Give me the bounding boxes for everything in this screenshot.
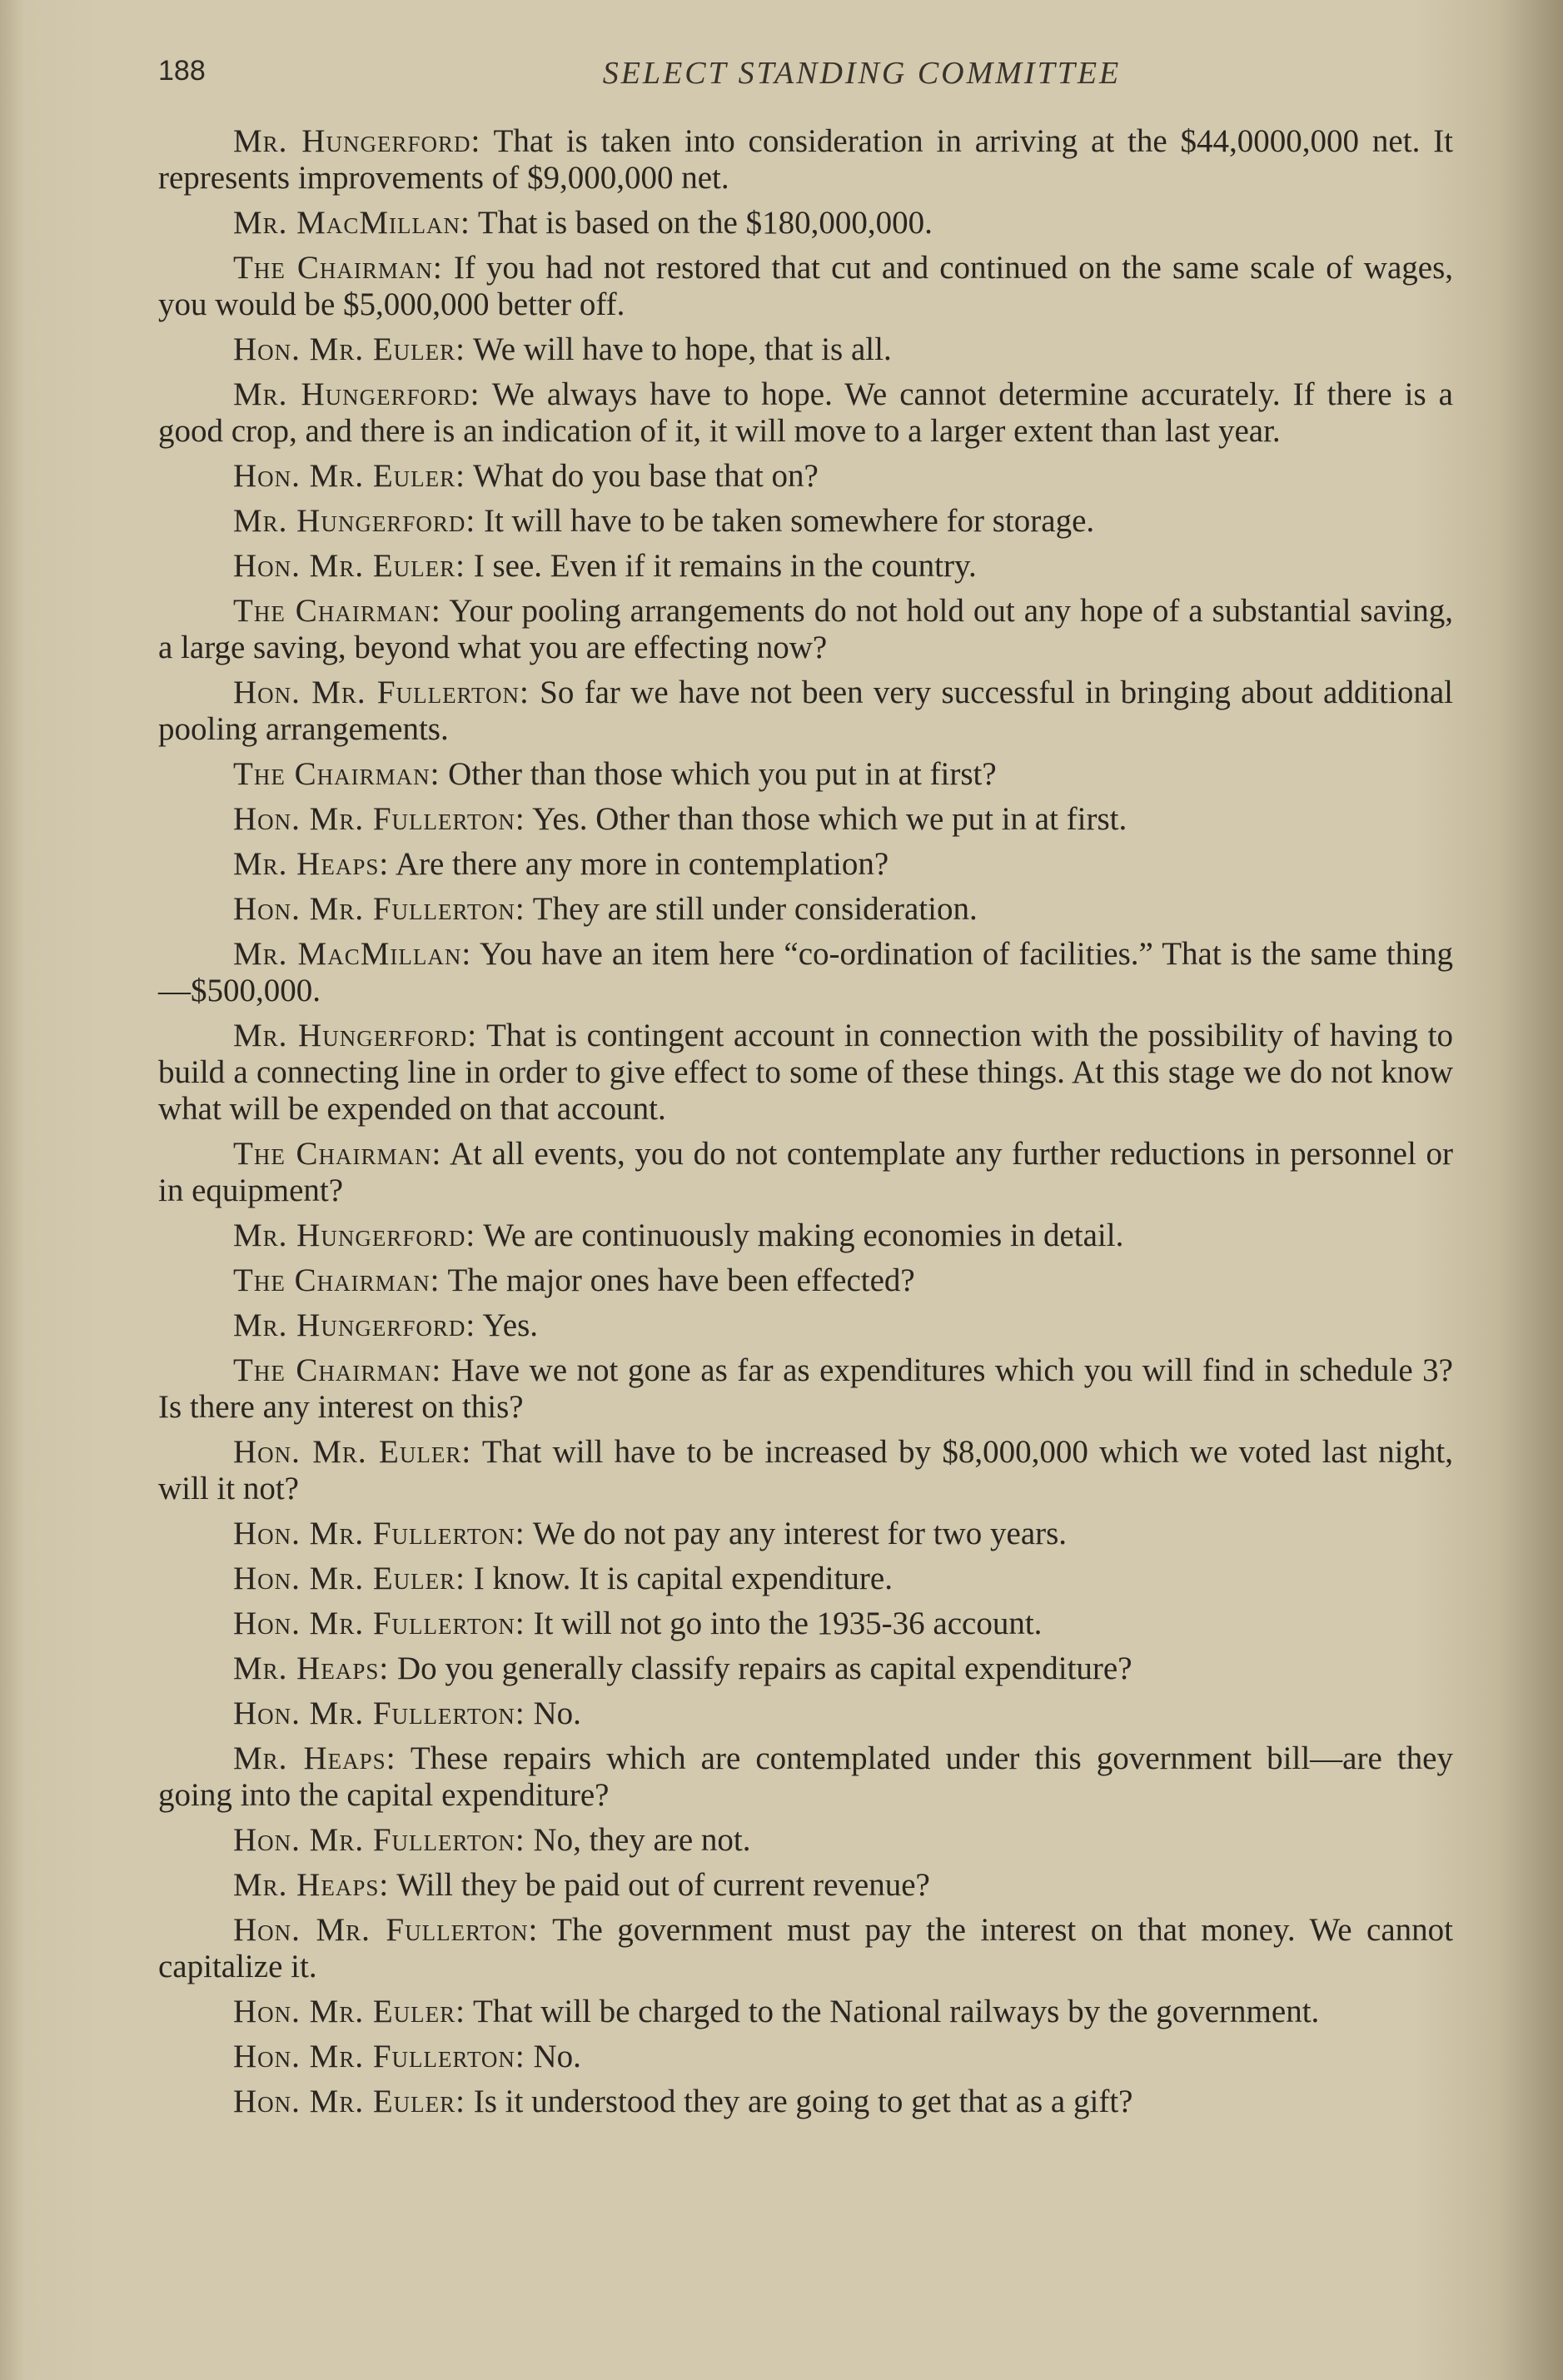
speaker-name: Hon. Mr. Fullerton: [233, 675, 530, 710]
speaker-name: Hon. Mr. Euler: [233, 458, 465, 494]
speech-text: The major ones have been effected? [447, 1262, 915, 1298]
testimony-paragraph [158, 801, 1453, 838]
speech-text: We always have to hope. We cannot determine accurately. If there is a good crop, and there is an indication of it, it will move to a larger extent than last year. [158, 376, 1453, 449]
speaker-name: Hon. Mr. Fullerton: [233, 1606, 525, 1641]
speaker-name: The Chairman: [233, 593, 441, 629]
page-number: 188 [158, 55, 206, 87]
speech-text: The government must pay the interest on that money. We cannot capitalize it. [158, 1912, 1453, 1984]
speech-text: No. [533, 2039, 581, 2074]
speaker-name: Hon. Mr. Euler: [233, 1994, 465, 2029]
speech-text: You have an item here “co-ordination of facilities.” That is the same thing—$500,000. [158, 936, 1454, 1008]
speech-text: Yes. [482, 1307, 539, 1343]
speaker-name: Hon. Mr. Euler: [233, 1434, 472, 1470]
speech-text: Are there any more in contemplation? [395, 846, 889, 882]
testimony-paragraph [158, 2039, 1453, 2075]
speech-text: That is contingent account in connection with the possibility of having to build a connecting line in order to give effect to some of these things. At this stage we do not know what will be expended on that account. [158, 1018, 1453, 1127]
speaker-name: Mr. MacMillan: [233, 936, 472, 972]
speaker-name: The Chairman: [233, 250, 443, 286]
speaker-name: Mr. Heaps: [233, 846, 390, 882]
testimony-paragraph [158, 1307, 1453, 1344]
testimony-paragraph [158, 1561, 1453, 1597]
speech-text: No, they are not. [533, 1822, 751, 1858]
speech-text: These repairs which are contemplated under this government bill—are they going into the capital expenditure? [158, 1740, 1453, 1813]
speaker-name: Mr. Hungerford: [233, 1018, 478, 1053]
speaker-name: Mr. Hungerford: [233, 1307, 476, 1343]
testimony-paragraph [158, 458, 1453, 495]
speech-text: No. [533, 1695, 581, 1731]
testimony-paragraph [158, 1136, 1453, 1209]
testimony-paragraph [158, 250, 1453, 323]
speech-text: So far we have not been very successful in bringing about additional pooling arrangements. [158, 675, 1454, 747]
testimony-paragraph [158, 123, 1453, 197]
testimony-paragraph [158, 1740, 1453, 1814]
speech-text: I know. It is capital expenditure. [473, 1561, 893, 1596]
speech-text: Other than those which you put in at first? [448, 756, 997, 792]
page-header [158, 55, 1466, 105]
testimony-paragraph [158, 1867, 1453, 1904]
testimony-paragraph [158, 1994, 1453, 2030]
speaker-name: Mr. Hungerford: [233, 1217, 476, 1253]
speaker-name: Hon. Mr. Fullerton: [233, 2039, 525, 2074]
testimony-paragraph [158, 1516, 1453, 1552]
speaker-name: The Chairman: [233, 756, 441, 792]
testimony-paragraph [158, 205, 1453, 241]
speaker-name: Mr. Hungerford: [233, 503, 476, 539]
speaker-name: Hon. Mr. Fullerton: [233, 1516, 525, 1551]
speaker-name: Hon. Mr. Euler: [233, 2084, 465, 2119]
testimony-paragraph [158, 1606, 1453, 1642]
testimony-paragraph [158, 376, 1453, 450]
testimony-paragraph [158, 756, 1453, 793]
speech-text: Your pooling arrangements do not hold out any hope of a substantial saving, a large saving, beyond what you are effecting now? [158, 593, 1454, 665]
speech-text: That will be charged to the National railways by the government. [473, 1994, 1320, 2029]
testimony-paragraph [158, 593, 1453, 666]
speech-text: Do you generally classify repairs as capital expenditure? [396, 1651, 1132, 1686]
testimony-paragraph [158, 936, 1453, 1009]
speech-text: Have we not gone as far as expenditures which you will find in schedule 3? Is there any interest on this? [158, 1352, 1453, 1425]
testimony-paragraph [158, 1217, 1453, 1254]
speech-text: I see. Even if it remains in the country. [473, 548, 977, 584]
speech-text: They are still under consideration. [532, 891, 978, 927]
speaker-name: Hon. Mr. Fullerton: [233, 891, 525, 927]
speaker-name: Hon. Mr. Fullerton: [233, 1695, 525, 1731]
testimony-paragraph [158, 1018, 1453, 1128]
speaker-name: Mr. Hungerford: [233, 376, 480, 412]
speech-text: At all events, you do not contemplate any further reductions in personnel or in equipment? [158, 1136, 1453, 1208]
speaker-name: Mr. Heaps: [233, 1651, 390, 1686]
speech-text: What do you base that on? [473, 458, 819, 494]
testimony-paragraph [158, 891, 1453, 928]
running-head: SELECT STANDING COMMITTEE [602, 56, 1122, 91]
testimony-paragraph [158, 846, 1453, 883]
speaker-name: Mr. Heaps: [233, 1740, 396, 1776]
speech-text: That is based on the $180,000,000. [477, 205, 933, 241]
speech-text: That is taken into consideration in arriving at the $44,0000,000 net. It represents improvements of $9,000,000 net. [158, 123, 1454, 196]
speaker-name: The Chairman: [233, 1352, 442, 1388]
speaker-name: Hon. Mr. Euler: [233, 548, 465, 584]
speech-text: We will have to hope, that is all. [473, 331, 892, 367]
speech-text: We do not pay any interest for two years. [532, 1516, 1068, 1551]
testimony-paragraph [158, 1352, 1453, 1426]
speaker-name: The Chairman: [233, 1136, 442, 1172]
speaker-name: Hon. Mr. Euler: [233, 1561, 465, 1596]
testimony-paragraph [158, 1912, 1453, 1985]
speaker-name: Mr. Heaps: [233, 1867, 390, 1903]
testimony-paragraph [158, 503, 1453, 540]
testimony-paragraph [158, 675, 1453, 748]
testimony-paragraph [158, 1262, 1453, 1299]
speaker-name: Hon. Mr. Fullerton: [233, 1822, 525, 1858]
testimony-paragraph [158, 548, 1453, 585]
speech-text: We are continuously making economies in detail. [483, 1217, 1124, 1253]
speech-text: It will not go into the 1935-36 account. [533, 1606, 1043, 1641]
testimony-paragraph [158, 1651, 1453, 1687]
speech-text: Will they be paid out of current revenue? [396, 1867, 930, 1903]
speaker-name: The Chairman: [233, 1262, 441, 1298]
testimony-paragraph [158, 1695, 1453, 1732]
speaker-name: Hon. Mr. Euler: [233, 331, 465, 367]
speaker-name: Hon. Mr. Fullerton: [233, 1912, 539, 1948]
testimony-paragraph [158, 2084, 1453, 2120]
speech-text: Yes. Other than those which we put in at first. [532, 801, 1127, 837]
testimony-paragraph [158, 331, 1453, 368]
testimony-paragraph [158, 1822, 1453, 1859]
speaker-name: Mr. MacMillan: [233, 205, 470, 241]
speaker-name: Mr. Hungerford: [233, 123, 481, 159]
transcript-body [158, 123, 1453, 2129]
speech-text: Is it understood they are going to get that as a gift? [473, 2084, 1133, 2119]
speaker-name: Hon. Mr. Fullerton: [233, 801, 525, 837]
speech-text: That will have to be increased by $8,000,000 which we voted last night, will it not? [158, 1434, 1454, 1506]
testimony-paragraph [158, 1434, 1453, 1507]
speech-text: It will have to be taken somewhere for storage. [483, 503, 1095, 539]
speech-text: If you had not restored that cut and continued on the same scale of wages, you would be $5,000,000 better off. [158, 250, 1453, 322]
